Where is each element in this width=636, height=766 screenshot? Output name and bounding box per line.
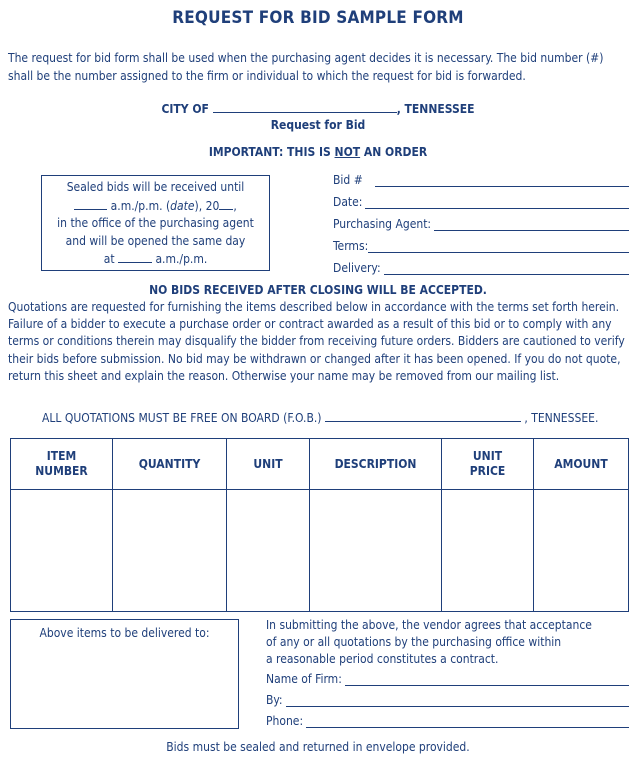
item-header-1: ITEM <box>46 449 77 463</box>
col-amount: AMOUNT <box>534 439 629 490</box>
unit-price-header-2: PRICE <box>469 464 506 478</box>
delivery-address-box[interactable] <box>10 619 239 729</box>
sealed-bids-box <box>41 175 270 271</box>
by-field[interactable] <box>266 693 629 707</box>
agree-line-2: of any or all quotations by the purchasing office within <box>266 635 562 649</box>
delivery-label: Delivery: <box>333 261 381 275</box>
bid-number-field[interactable] <box>333 173 629 187</box>
quotations-paragraph: Quotations are requested for furnishing the items described below in accordance with the terms set forth herein. Failure of a bidder to execute a purchase order or contract awarded as a result of this bid or to comply with any terms or conditions therein may disqualify the bidder from receiving future orders. Bidders are cautioned to verify their bids before submission. No bid may be withdrawn or changed after it has been opened. If you do not quote, return this sheet and explain the reason. Otherwise your name may be removed from our mailing list. <box>8 300 625 383</box>
important-suffix: AN ORDER <box>360 145 428 159</box>
sealed-ampm: a.m./p.m. ( <box>110 198 171 213</box>
form-title: REQUEST FOR BID SAMPLE FORM <box>172 8 464 28</box>
year-blank[interactable] <box>219 197 233 210</box>
firm-name-field[interactable] <box>266 672 629 686</box>
sealed-date-word: date <box>170 198 195 213</box>
sealed-year: ), 20 <box>194 198 220 213</box>
cell-item-number[interactable] <box>11 490 113 612</box>
by-label: By: <box>266 693 283 707</box>
city-line <box>0 100 636 116</box>
delivery-field[interactable] <box>333 261 629 275</box>
firm-name-label: Name of Firm: <box>266 672 342 686</box>
agree-line-1: In submitting the above, the vendor agrees that acceptance <box>266 618 592 632</box>
bid-number-label: Bid # <box>333 173 363 187</box>
col-item-number <box>11 439 113 490</box>
sealed-line-1: Sealed bids will be received until <box>66 180 245 194</box>
city-suffix: , TENNESSEE <box>396 102 475 116</box>
no-bids-notice: NO BIDS RECEIVED AFTER CLOSING WILL BE ACCEPTED. <box>149 283 487 297</box>
items-table <box>10 438 629 612</box>
opening-time-blank[interactable] <box>118 250 152 263</box>
date-blank[interactable] <box>365 197 629 209</box>
cell-quantity[interactable] <box>113 490 227 612</box>
cell-description[interactable] <box>310 490 442 612</box>
col-unit: UNIT <box>227 439 310 490</box>
intro-paragraph: The request for bid form shall be used when the purchasing agent decides it is necessary. The bid number (#) shall be the number assigned to the firm or individual to which the request for bid is forwarded. <box>8 51 604 83</box>
terms-field[interactable] <box>333 239 629 253</box>
fob-suffix: , TENNESSEE. <box>524 411 599 425</box>
phone-label: Phone: <box>266 714 304 728</box>
sealed-line-3: in the office of the purchasing agent <box>57 216 254 230</box>
city-label: CITY OF <box>161 102 209 116</box>
cell-unit[interactable] <box>227 490 310 612</box>
agree-line-3: a reasonable period constitutes a contract. <box>266 652 499 666</box>
phone-field[interactable] <box>266 714 629 728</box>
city-blank[interactable] <box>213 100 397 113</box>
footer-note: Bids must be sealed and returned in envelope provided. <box>166 740 470 754</box>
fob-line <box>42 409 598 425</box>
date-label: Date: <box>333 195 363 209</box>
items-header-row <box>11 439 629 490</box>
bid-number-blank[interactable] <box>375 175 629 187</box>
sealed-line-5 <box>42 250 269 269</box>
col-description: DESCRIPTION <box>310 439 442 490</box>
agreement-text <box>266 617 628 668</box>
important-notice <box>0 145 636 159</box>
purchasing-agent-label: Purchasing Agent: <box>333 217 432 231</box>
date-field[interactable] <box>333 195 629 209</box>
phone-blank[interactable] <box>306 716 629 728</box>
by-blank[interactable] <box>286 695 629 707</box>
sealed-at: at <box>103 252 115 266</box>
col-unit-price <box>442 439 534 490</box>
terms-blank[interactable] <box>368 241 629 253</box>
sealed-line-2: a.m./p.m. (date), 20 , <box>42 197 269 216</box>
fob-prefix: ALL QUOTATIONS MUST BE FREE ON BOARD (F.O.B.) <box>42 411 322 425</box>
important-prefix: IMPORTANT: THIS IS <box>208 145 335 159</box>
purchasing-agent-blank[interactable] <box>434 219 629 231</box>
delivery-address-label: Above items to be delivered to: <box>39 626 210 640</box>
item-header-2: NUMBER <box>35 464 88 478</box>
cell-unit-price[interactable] <box>442 490 534 612</box>
sealed-ampm-2: a.m./p.m. <box>155 252 208 266</box>
firm-name-blank[interactable] <box>345 674 629 686</box>
delivery-blank[interactable] <box>384 263 629 275</box>
important-not: NOT <box>334 145 361 159</box>
unit-price-header-1: UNIT <box>472 449 503 463</box>
sealed-line-4: and will be opened the same day <box>65 233 246 248</box>
cell-amount[interactable] <box>534 490 629 612</box>
terms-label: Terms: <box>333 239 369 253</box>
col-quantity: QUANTITY <box>113 439 227 490</box>
purchasing-agent-field[interactable] <box>333 217 629 231</box>
time-blank[interactable] <box>74 197 107 210</box>
request-for-bid-heading: Request for Bid <box>270 118 366 132</box>
items-entry-row[interactable] <box>11 490 629 612</box>
fob-blank[interactable] <box>325 409 521 422</box>
